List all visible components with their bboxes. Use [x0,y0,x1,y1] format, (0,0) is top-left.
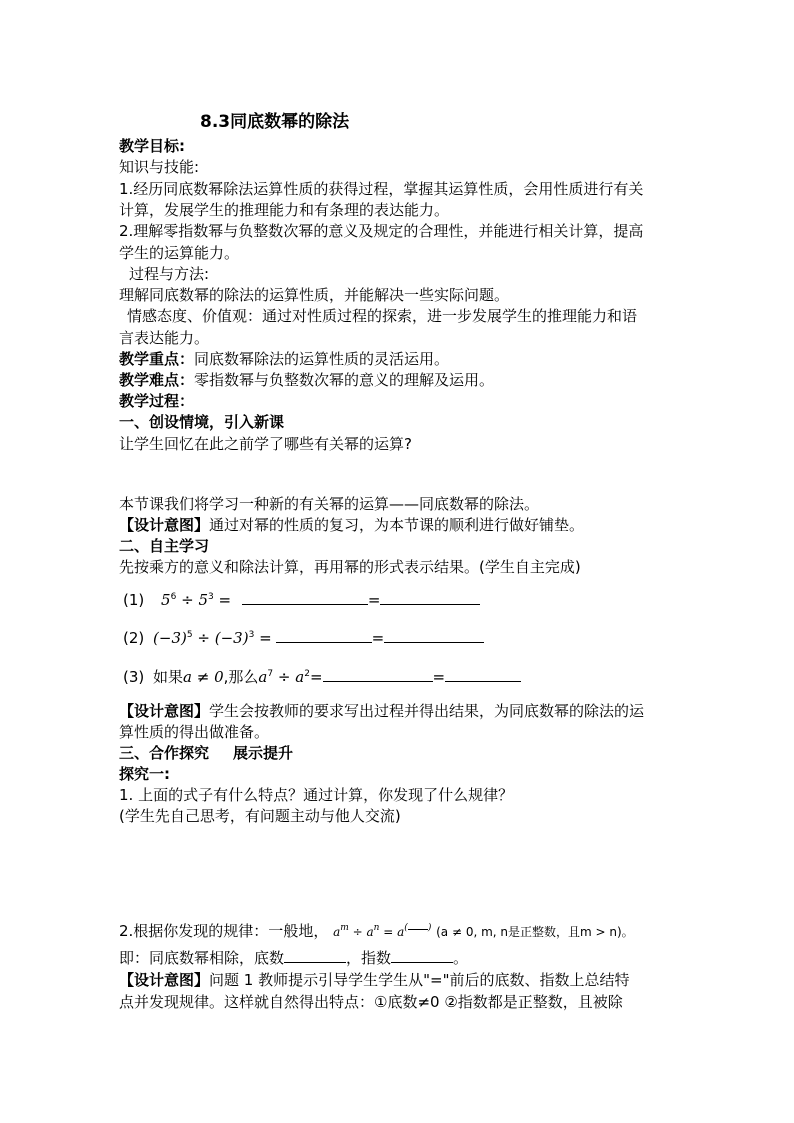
section1-intro: 本节课我们将学习一种新的有关幂的运算——同底数幂的除法。 [119,495,540,513]
intent-text: 学生会按教师的要求写出过程并得出结果，为同底数幂的除法的运 [209,702,645,720]
process-method-text: 理解同底数幂的除法的运算性质，并能解决一些实际问题。 [119,286,510,304]
ex2-equals2: = [371,629,385,647]
ex1-base2: 5 [198,591,208,609]
intent-label: 【设计意图】 [119,971,210,989]
intent-text: 通过对幂的性质的复习，为本节课的顺利进行做好铺垫。 [209,516,585,534]
intent-label: 【设计意图】 [119,702,210,720]
section1-heading: 一、创设情境，引入新课 [119,413,285,431]
ex3-base1: a [258,668,268,686]
key-point [119,349,449,369]
goal-k2-line1: 2.理解零指数幂与负整数次幂的意义及规定的合理性，并能进行相关计算，提高 [119,222,644,240]
answer-blank-3a[interactable] [323,667,433,682]
key-text: 同底数幂除法的运算性质的灵活运用。 [194,350,450,368]
emotion-line2: 言表达能力。 [119,329,210,347]
q2-a1: a [333,925,341,939]
intent-label: 【设计意图】 [119,516,210,534]
exercise-number: (1) [123,591,145,609]
explore2-fill [119,948,468,968]
section2-instruction: 先按乘方的意义和除法计算，再用幂的形式表示结果。(学生自主完成) [119,558,581,576]
difficulty-text: 零指数幂与负整数次幂的意义的理解及运用。 [194,371,495,389]
q2-condition: (a ≠ 0, m, n是正整数，且m > n)。 [436,925,634,939]
ex1-base1: 5 [161,591,171,609]
knowledge-heading: 知识与技能: [119,158,200,176]
ex2-op: ÷ [197,629,210,647]
answer-blank-2a[interactable] [276,628,372,643]
key-label: 教学重点： [119,350,195,368]
ex3-condition: a ≠ 0 [183,668,224,686]
q2-prefix: 2.根据你发现的规律：一般地， [119,922,329,940]
ex3-then: ,那么 [223,668,259,686]
exponent-rule-blank[interactable] [391,948,453,963]
section3-heading-part2: 展示提升 [233,744,294,762]
ex3-if: 如果 [153,668,184,686]
ex1-op: ÷ [181,591,194,609]
base-blank[interactable] [284,948,346,963]
ex1-exp2: 3 [208,592,214,602]
section1-question: 让学生回忆在此之前学了哪些有关幂的运算? [119,435,412,453]
ex3-exp2: 2 [304,669,310,679]
ex2-base1: (−3) [153,629,187,647]
goal-k2-line2: 学生的运算能力。 [119,244,240,262]
intent-text: 问题 1 教师提示引导学生学生从"="前后的底数、指数上总结特 [209,971,630,989]
ex2-exp1: 5 [186,630,193,640]
goal-k1-line2: 计算，发展学生的推理能力和有条理的表达能力。 [119,201,450,219]
section3-intent-line1 [119,970,629,990]
answer-blank-2b[interactable] [384,628,484,643]
q3-part2: ，指数 [346,949,392,967]
section3-heading [119,743,293,763]
ex1-equals1: = [218,591,232,609]
explore2-question [119,921,634,942]
exercise-number: (2) [123,629,145,647]
exercise-3 [123,667,521,687]
section2-intent-line1 [119,701,644,721]
ex3-base2: a [295,668,305,686]
goals-heading: 教学目标: [119,137,185,155]
difficulty-label: 教学难点： [119,371,195,389]
section3-intent-line2: 点并发现规律。这样就自然得出特点：①底数≠0 ②指数都是正整数，且被除 [119,993,623,1011]
exercise-number: (3) [123,668,145,686]
ex1-equals2: = [367,591,381,609]
explore1-question: 1. 上面的式子有什么特点？通过计算，你发现了什么规律？ [119,786,514,804]
q3-part3: 。 [453,949,469,967]
section2-heading: 二、自主学习 [119,537,210,555]
answer-blank-1a[interactable] [242,590,368,605]
process-label: 教学过程： [119,392,195,410]
explore1-heading: 探究一: [119,765,170,783]
ex1-exp1: 6 [170,592,177,602]
q2-formula: $a^m \div a^n = a^{( )}$ [333,923,432,939]
section1-intent [119,515,584,535]
exponent-blank[interactable] [408,923,428,930]
exercise-1 [123,590,480,610]
q2-m: m [340,923,349,933]
difficulty-point [119,370,494,390]
section3-heading-part1: 三、合作探究 [119,744,210,762]
q3-part1: 即：同底数幂相除，底数 [119,949,285,967]
exercise-2 [123,628,484,648]
ex3-equals1: = [309,668,323,686]
section2-intent-line2: 算性质的得出做准备。 [119,723,270,741]
ex2-exp2: 3 [248,630,255,640]
ex2-base2: (−3) [214,629,249,647]
q2-a3: a [397,925,405,939]
ex3-op: ÷ [277,668,291,686]
ex3-exp1: 7 [267,669,274,679]
page-title: 8.3同底数幂的除法 [200,112,350,132]
q2-n: n [373,923,380,933]
answer-blank-3b[interactable] [445,667,521,682]
ex2-equals1: = [259,629,272,647]
q2-a2: a [366,925,374,939]
answer-blank-1b[interactable] [380,590,480,605]
explore1-note: (学生先自己思考，有问题主动与他人交流) [119,807,401,825]
emotion-line1: 情感态度、价值观：通过对性质过程的探索，进一步发展学生的推理能力和语 [127,307,638,325]
process-method-heading: 过程与方法: [129,265,210,283]
ex3-equals2: = [432,668,446,686]
goal-k1-line1: 1.经历同底数幂除法运算性质的获得过程，掌握其运算性质，会用性质进行有关 [119,180,644,198]
